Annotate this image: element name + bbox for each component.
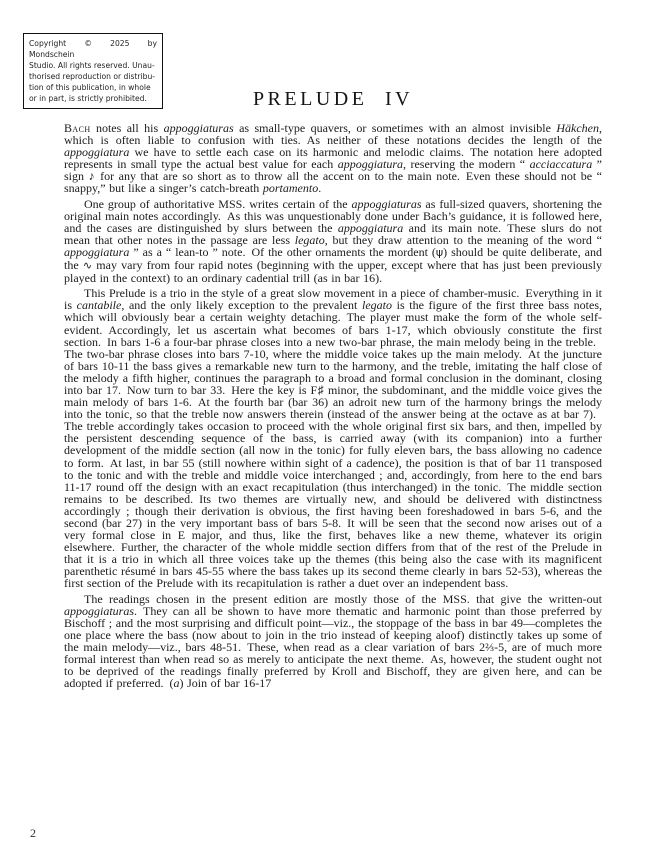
text-segment-italic: Häkchen [556,121,599,135]
text-segment: as full-sized quavers, shortening the original main notes accordingly. As this was unquestionably done under Bach’s guidance, it is followed here, and the cases are distinguished by slurs between the [64,196,603,235]
text-segment-italic: appoggiaturas [351,196,422,211]
text-segment-italic: a [173,676,180,691]
copyright-line: tion of this publication, in whole [29,83,151,92]
text-segment: , but they draw attention to the meaning of the word “ [324,232,603,247]
paragraph [64,593,602,690]
text-segment-italic: appoggiatura [337,157,404,172]
text-segment: as small-type quavers, or sometimes with an almost invisible [233,121,557,135]
text-segment: ” as a “ lean-to ” note. Of the other ornaments the mordent ( [129,244,436,259]
text-segment: notes all his [90,121,164,135]
text-segment-italic: appoggiaturas [163,121,234,135]
text-segment: is the figure of the first three bass notes, which will obviously bear a certain weighty detaching. The player must make the form of the whole self-evident. Accordingly, let us ascertain what becomes of bars 1-17, which obviously constitute the first section. In bars 1-6 a four-bar phrase closes into a new two-bar phrase, the main melody being in the treble. The two-bar phrase closes into bars 7-10, where the middle voice takes up the main melody. At the juncture of bars 10-11 the bass gives a remarkable new turn to the harmony, and the treble, imitating the half close of the melody a fifth higher, continues the paragraph to a broad and formal conclusion in the dominant, closing into bar 17. Now turn to bar 33. Here the key is F♯ minor, the subdominant, and the middle voice gives the main melody of bars 1-6. At the fourth bar (bar 36) an adroit new turn of the harmony brings the melody into the tonic, so that the treble now answers therein (instead of the answer being at the octave as at bar 7). The treble accordingly takes occasion to proceed with the whole original first six bars, and then, impelled by the persistent descending sequence of the bass, is carried away (with its companion) into a further development of the middle section (all now in the tonic) for fully eleven bars, the bass allowing no cadence to form. At last, in bar 55 (still nowhere within sight of a cadence), the position is that of bar 11 transposed to the tonic and with the treble and middle voice interchanged ; and, accordingly, from here to the end bars 11-17 round off the design with an exact recapitulation (thus interchanged) in the tonic. The middle section remains to be described. Its two themes are virtually new, and should be delivered with distinctness accordingly ; though their derivation is obvious, the first having been foreshadowed in bars 5-6, and the second (bar 27) in the very important bass of bars 5-8. It will be seen that the second now arises out of a very formal close in E major, and thus, like the first, behaves like a new theme, whatever its origin elsewhere. Further, the character of the whole middle section differs from that of the rest of the Prelude in that it is a trio in which all three voices take up the themes (this being also the case with its magnificent parenthetic résumé in bars 45-55 where the bass takes up its second theme clearly in bars 52-53), whereas the first section of the Prelude with its recapitulation is rather a duet over an independent bass. [64,298,602,591]
text-segment: and its main note. These slurs do not mean that other notes in the passage are less [64,220,602,247]
text-segment: ” sign ♪ for any that are so short as to throw all the accent on to the main note. Even these should not be “ snappy,” but like a singer’s catch-breath [64,157,602,196]
paragraph [64,198,602,285]
page-title: PRELUDE IV [252,88,414,110]
copyright-line: Copyright © 2025 by Mondschein [29,39,157,59]
text-segment-italic: cantabile [76,298,122,313]
copyright-line: thorised reproduction or distribu- [29,72,155,81]
text-segment-italic: legato [361,298,392,313]
text-segment-italic: appoggiatura [337,220,404,235]
text-segment: . [318,181,322,196]
text-segment: The readings chosen in the present edition are mostly those of the MSS. that give the written-out [84,591,602,606]
text-segment-italic: appoggiaturas [64,603,135,618]
text-segment: ) should be quite deliberate, and the [64,244,602,273]
text-segment-italic: acciaccatura [529,157,593,172]
copyright-line: Studio. All rights reserved. Unau- [29,61,155,70]
text-segment-italic: portamento [262,181,319,196]
text-segment-italic: appoggiatura [64,145,130,160]
text-segment-italic: appoggiatura [64,244,130,259]
page-number: 2 [30,826,36,840]
text-segment: , reserving the modern “ [403,157,530,172]
text-segment: , which is often liable to confusion with ties. As neither of these notations decides the length of the [64,121,602,148]
text-segment-ornament: ψ [435,245,444,259]
body-text [64,122,602,689]
text-segment-ornament: ∿ [82,259,93,273]
copyright-line: or in part, is strictly prohibited. [29,94,147,103]
text-segment: ) Join of bar 16-17 [179,676,272,691]
paragraph [64,122,602,195]
text-segment: may vary from four rapid notes (beginning with the upper, except where that has just been previously played in the context) to an ordinary cadential trill (as in bar 16). [64,258,602,286]
text-segment-italic: legato [294,232,325,247]
text-segment: . They can all be shown to have more thematic and harmonic point than those preferred by Bischoff ; and the most surprising and difficult point—viz., the stoppage of the bass in bar 49—completes the one place where the bass (now about to join in the trio instead of keeping aloof) distinctly takes up some of the main melody—viz., bars 48-51. These, when read as a clear variation of bars 2⅔-5, are of much more formal interest than when read so as merely to anticipate the next theme. As, however, the student ought not to be deprived of the readings finally preferred by Kroll and Bischoff, they are given here, and can be adopted if preferred. ( [64,603,602,691]
text-segment: One group of authoritative MSS. writes certain of the [84,196,352,211]
paragraph [64,287,602,589]
text-segment: , and the only likely exception to the prevalent [121,298,362,313]
text-segment-smallcaps: Bach [64,121,91,135]
text-segment: This Prelude is a trio in the style of a great slow movement in a piece of chamber-music. Everything in it is [64,286,602,313]
text-segment: we have to settle each case on its harmonic and melodic claims. The notation here adopted represents in small type the actual best value for each [64,145,602,172]
